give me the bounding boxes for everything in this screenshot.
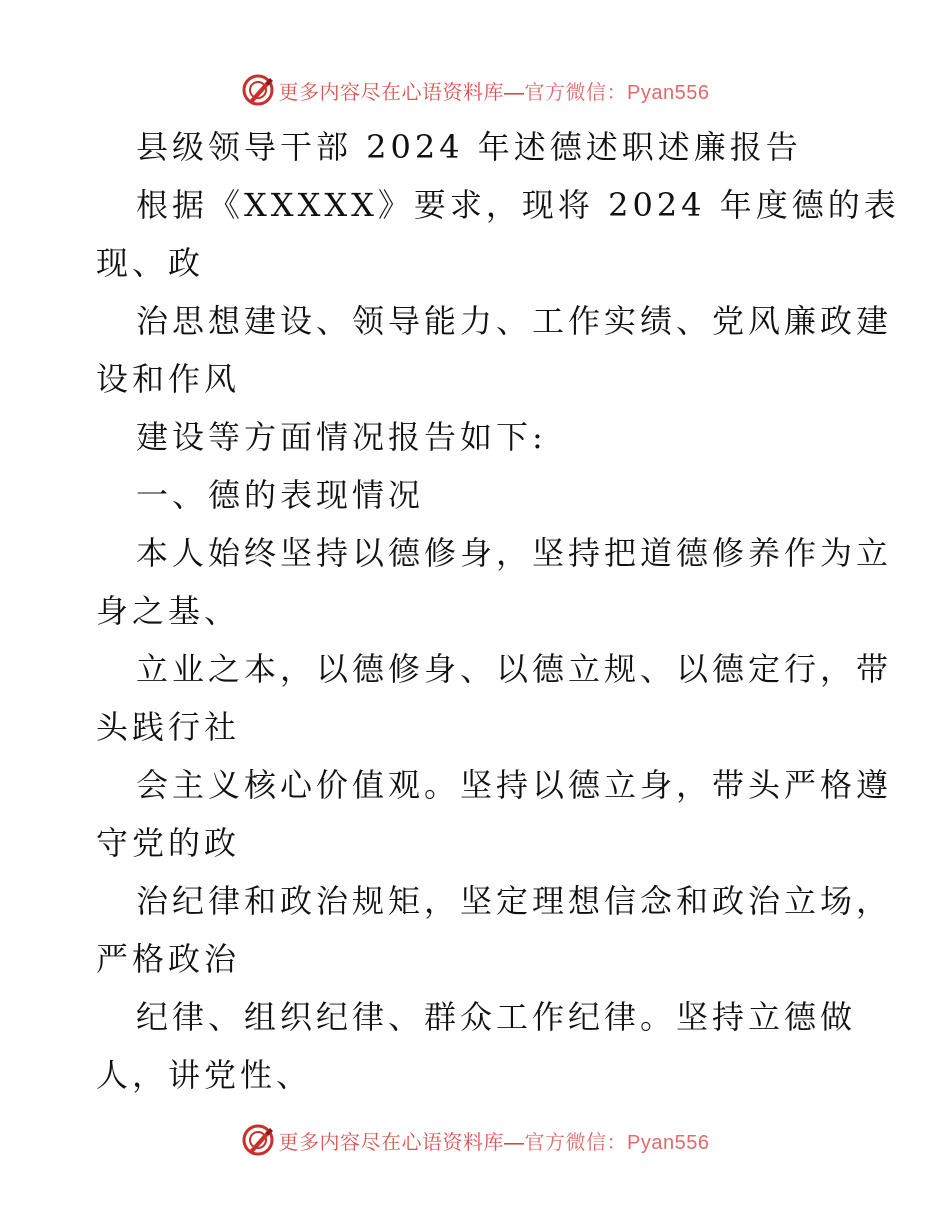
banner-text — [279, 76, 710, 105]
banner-dash: — — [504, 81, 525, 104]
banner-text — [279, 1126, 710, 1155]
paragraph-line: 严格政治 — [96, 940, 241, 978]
document-title: 县级领导干部 2024 年述德述职述廉报告 — [136, 128, 802, 166]
pen-logo-icon — [241, 73, 275, 107]
paragraph-line: 人，讲党性、 — [96, 1056, 313, 1094]
paragraph-line: 设和作风 — [96, 360, 241, 398]
footer-banner — [0, 1120, 950, 1160]
document-body — [96, 118, 900, 1104]
paragraph-line: 会主义核心价值观。坚持以德立身，带头严格遵 — [136, 766, 893, 804]
banner-main-text: 更多内容尽在心语资料库 — [278, 1131, 505, 1154]
section-heading: 一、德的表现情况 — [136, 476, 425, 514]
paragraph-line: 治纪律和政治规矩，坚定理想信念和政治立场， — [136, 882, 893, 920]
banner-main-text: 更多内容尽在心语资料库 — [278, 81, 505, 104]
paragraph-line: 根据《XXXXX》要求，现将 2024 年度德的表 — [136, 186, 900, 224]
paragraph-line: 身之基、 — [96, 592, 241, 630]
paragraph-line: 治思想建设、领导能力、工作实绩、党风廉政建 — [136, 302, 893, 340]
pen-logo-icon — [241, 1123, 275, 1157]
paragraph-line: 现、政 — [96, 244, 205, 282]
paragraph-line: 建设等方面情况报告如下: — [136, 418, 547, 456]
paragraph-line: 立业之本，以德修身、以德立规、以德定行，带 — [136, 650, 893, 688]
paragraph-line: 头践行社 — [96, 708, 241, 746]
paragraph-line: 本人始终坚持以德修身，坚持把道德修养作为立 — [136, 534, 893, 572]
paragraph-line: 守党的政 — [96, 824, 241, 862]
banner-wechat-text: 官方微信：Pyan556 — [524, 81, 710, 104]
header-banner — [0, 70, 950, 110]
banner-dash: — — [504, 1131, 525, 1154]
paragraph-line: 纪律、组织纪律、群众工作纪律。坚持立德做 — [136, 998, 857, 1036]
banner-wechat-text: 官方微信：Pyan556 — [524, 1131, 710, 1154]
